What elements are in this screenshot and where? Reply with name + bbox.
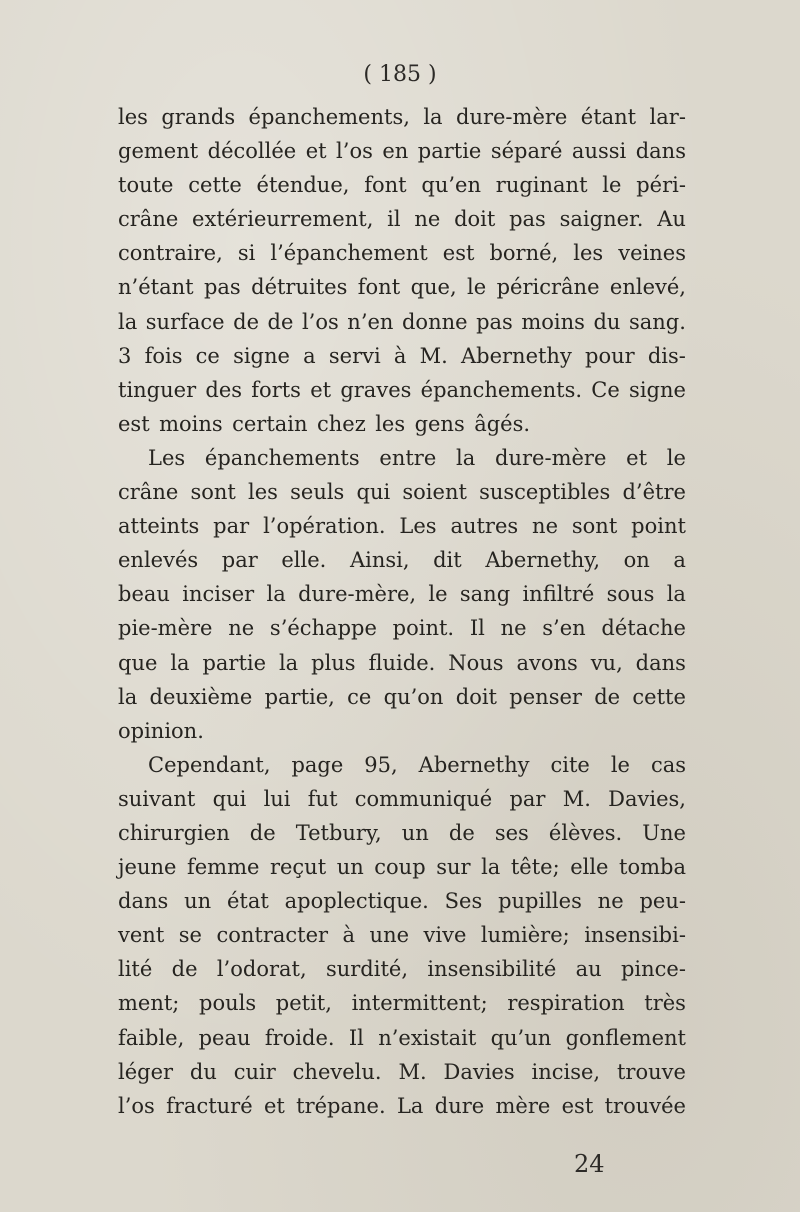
word: Tetbury, <box>295 820 382 845</box>
word: insensibi- <box>584 923 686 948</box>
text-line <box>118 1055 686 1089</box>
word: étant <box>580 105 637 129</box>
word: ne <box>414 207 441 232</box>
word: pas <box>476 309 513 334</box>
word: servi <box>328 343 381 368</box>
word: sont <box>190 480 236 505</box>
word: Abernethy, <box>485 548 601 573</box>
word: de <box>249 820 276 845</box>
word: du <box>189 1059 217 1084</box>
word: épanchements. <box>420 377 583 402</box>
word: qu’un <box>490 1025 552 1050</box>
word: que, <box>410 275 457 300</box>
word: de <box>267 309 294 334</box>
text-line <box>118 441 686 475</box>
text-line <box>118 543 686 577</box>
word: apoplectique. <box>284 889 429 914</box>
word: atteints <box>118 514 200 539</box>
word: ce <box>195 343 220 368</box>
word: qu’on <box>383 684 444 709</box>
word: incise, <box>531 1059 601 1084</box>
word: ne <box>500 616 527 641</box>
word: un <box>336 855 364 880</box>
word: n’étant <box>118 275 194 300</box>
word: séparé <box>490 139 563 164</box>
word: étendue, <box>256 173 350 198</box>
word: suivant <box>118 786 196 811</box>
word: et <box>305 139 327 164</box>
word: forts <box>251 377 301 402</box>
text-line <box>118 270 686 304</box>
word: point <box>631 514 686 539</box>
word: froide. <box>264 1025 335 1050</box>
word: Cependant, <box>148 752 271 777</box>
word: Abernethy <box>418 752 530 777</box>
word: lui <box>263 786 291 811</box>
word: au <box>575 957 602 982</box>
word: épanchements, <box>248 105 410 129</box>
word: pince- <box>620 957 686 982</box>
word: fluide. <box>368 650 436 675</box>
word: Les <box>148 445 186 470</box>
word: beau <box>118 582 170 607</box>
word: se <box>178 923 202 948</box>
word: cette <box>188 173 242 198</box>
word: la <box>456 445 476 470</box>
word: une <box>369 923 410 948</box>
word: des <box>205 377 243 402</box>
word: dans <box>635 650 686 675</box>
word: état <box>226 889 269 914</box>
word: il <box>387 207 401 232</box>
word: point. <box>392 616 455 641</box>
word: l’os <box>336 139 373 164</box>
text-line <box>118 646 686 680</box>
text-line <box>118 952 686 986</box>
word: qu’en <box>421 173 481 198</box>
word: par <box>509 786 546 811</box>
word: extérieurrement, <box>192 207 374 232</box>
word: n’en <box>347 309 394 334</box>
word: s’échappe <box>269 616 377 641</box>
text-line <box>118 407 686 441</box>
word: femme <box>186 855 260 880</box>
word: enlevé, <box>609 275 686 300</box>
word: l’épanchement <box>270 241 428 266</box>
word: à <box>342 923 356 948</box>
word: tinguer <box>118 377 197 402</box>
word: dure-mère, <box>298 582 417 607</box>
word: grands <box>161 105 236 129</box>
word: peu- <box>639 889 686 914</box>
word: vent <box>118 923 165 948</box>
word: veines <box>618 241 686 266</box>
word: susceptibles <box>479 480 611 505</box>
word: chevelu. <box>292 1059 382 1084</box>
word: les <box>118 105 148 129</box>
word: 3 <box>118 343 132 368</box>
word: saigner. <box>559 207 644 232</box>
text-line <box>118 509 686 543</box>
word: sang. <box>628 309 686 334</box>
word: lar- <box>649 105 686 129</box>
word: très <box>644 991 686 1016</box>
word: le <box>602 173 622 198</box>
word: peau <box>198 1025 251 1050</box>
text-line <box>118 475 686 509</box>
text-line <box>118 236 686 270</box>
body-text <box>118 100 686 1123</box>
text-line <box>118 134 686 168</box>
word: épanchements <box>204 445 360 470</box>
word: ruginant <box>495 173 588 198</box>
word: un <box>401 820 429 845</box>
word: du <box>593 309 621 334</box>
word: le <box>666 445 686 470</box>
word: détache <box>601 616 686 641</box>
word: est <box>442 241 475 266</box>
word: trouve <box>616 1059 686 1084</box>
word: borné, <box>489 241 559 266</box>
word: font <box>364 173 407 198</box>
word: Au <box>657 207 686 232</box>
word: enlevés <box>118 548 199 573</box>
word: moins <box>521 309 585 334</box>
word: Abernethy <box>460 343 572 368</box>
word: fois <box>144 343 183 368</box>
text-line <box>118 168 686 202</box>
word: trépane. <box>296 1093 386 1118</box>
word: inciser <box>182 582 255 607</box>
text-line <box>118 986 686 1020</box>
word: infiltré <box>522 582 595 607</box>
word: opinion. <box>118 718 204 743</box>
word: pas <box>203 275 241 300</box>
word: l’odorat, <box>216 957 307 982</box>
word: plus <box>311 650 356 675</box>
word: les <box>375 411 406 436</box>
text-line <box>118 714 686 748</box>
word: partie <box>417 139 482 164</box>
word: dure <box>434 1093 485 1118</box>
word: Une <box>642 820 686 845</box>
word: contracter <box>216 923 329 948</box>
word: en <box>382 139 409 164</box>
word: doit <box>454 207 496 232</box>
text-line <box>118 305 686 339</box>
word: dis- <box>647 343 686 368</box>
word: Davies <box>443 1059 515 1084</box>
word: léger <box>118 1059 174 1084</box>
word: M. <box>398 1059 427 1084</box>
word: dans <box>635 139 686 164</box>
word: aussi <box>571 139 627 164</box>
word: la <box>266 582 286 607</box>
word: sous <box>606 582 655 607</box>
word: dure-mère <box>456 105 568 129</box>
word: Les <box>399 514 437 539</box>
word: mère <box>495 1093 551 1118</box>
word: graves <box>340 377 412 402</box>
word: cuir <box>233 1059 276 1084</box>
word: autres <box>450 514 519 539</box>
signature-mark: 24 <box>574 1150 605 1178</box>
word: Ce <box>591 377 620 402</box>
word: l’os <box>301 309 339 334</box>
word: sur <box>436 855 471 880</box>
word: doit <box>455 684 497 709</box>
word: péricrâne <box>496 275 600 300</box>
word: tomba <box>619 855 686 880</box>
word: Il <box>348 1025 364 1050</box>
word: trouvée <box>604 1093 686 1118</box>
word: lumière; <box>480 923 570 948</box>
word: de <box>233 309 260 334</box>
word: est <box>561 1093 594 1118</box>
word: elle. <box>281 548 327 573</box>
text-line <box>118 373 686 407</box>
text-line <box>118 850 686 884</box>
word: surface <box>145 309 225 334</box>
word: par <box>221 548 258 573</box>
word: pouls <box>199 991 257 1016</box>
word: pour <box>585 343 635 368</box>
word: M. <box>419 343 448 368</box>
word: a <box>303 343 316 368</box>
word: l’opération. <box>263 514 386 539</box>
word: sang <box>459 582 511 607</box>
word: la <box>118 684 138 709</box>
word: et <box>626 445 648 470</box>
word: signe <box>629 377 686 402</box>
word: les <box>573 241 604 266</box>
word: cas <box>650 752 686 777</box>
word: Nous <box>448 650 504 675</box>
word: insensibilité <box>427 957 557 982</box>
word: dans <box>118 889 169 914</box>
word: dure-mère <box>495 445 607 470</box>
word: entre <box>379 445 437 470</box>
word: chirurgien <box>118 820 230 845</box>
word: la <box>481 855 501 880</box>
word: crâne <box>118 207 179 232</box>
word: que <box>118 650 158 675</box>
word: coup <box>374 855 426 880</box>
word: Ses <box>444 889 483 914</box>
word: page <box>291 752 344 777</box>
word: de <box>594 684 621 709</box>
text-line <box>118 918 686 952</box>
word: donne <box>401 309 468 334</box>
word: surdité, <box>325 957 409 982</box>
word: pie-mère <box>118 616 213 641</box>
word: partie, <box>264 684 335 709</box>
word: respiration <box>507 991 625 1016</box>
word: de <box>171 957 198 982</box>
word: deuxième <box>149 684 253 709</box>
word: par <box>213 514 250 539</box>
word: qui <box>212 786 247 811</box>
word: a <box>673 548 686 573</box>
word: la <box>170 650 190 675</box>
word: cite <box>550 752 590 777</box>
word: est <box>118 411 150 436</box>
word: communiqué <box>354 786 493 811</box>
text-line <box>118 680 686 714</box>
word: gonflement <box>565 1025 686 1050</box>
word: fut <box>307 786 338 811</box>
word: elle <box>570 855 609 880</box>
word: reçut <box>269 855 327 880</box>
text-line <box>118 1021 686 1055</box>
text-line <box>118 748 686 782</box>
word: décollée <box>207 139 297 164</box>
word: certain <box>232 411 308 436</box>
word: l’os <box>118 1093 155 1118</box>
word: si <box>237 241 256 266</box>
word: cette <box>632 684 686 709</box>
word: Ainsi, <box>349 548 410 573</box>
word: le <box>467 275 487 300</box>
word: intermittent; <box>351 991 488 1016</box>
word: vive <box>423 923 467 948</box>
word: péri- <box>636 173 686 198</box>
word: pupilles <box>498 889 582 914</box>
word: et <box>310 377 332 402</box>
text-line <box>118 816 686 850</box>
word: sont <box>571 514 618 539</box>
word: le <box>428 582 448 607</box>
word: tête; <box>510 855 560 880</box>
word: Davies, <box>608 786 686 811</box>
word: 95, <box>364 752 398 777</box>
text-line <box>118 884 686 918</box>
word: ce <box>347 684 372 709</box>
word: la <box>278 650 299 675</box>
word: jeune <box>118 855 177 880</box>
word: les <box>248 480 278 505</box>
word: fracturé <box>166 1093 253 1118</box>
word: faible, <box>118 1025 185 1050</box>
word: petit, <box>275 991 332 1016</box>
word: chez <box>316 411 366 436</box>
word: âgés. <box>474 411 531 436</box>
word: s’en <box>542 616 586 641</box>
word: signe <box>233 343 290 368</box>
word: à <box>393 343 407 368</box>
page-number: ( 185 ) <box>363 62 437 87</box>
word: seuls <box>290 480 345 505</box>
text-line <box>118 100 686 134</box>
word: M. <box>562 786 591 811</box>
word: qui <box>356 480 391 505</box>
word: détruites <box>251 275 348 300</box>
word: avons <box>516 650 578 675</box>
word: penser <box>509 684 582 709</box>
word: ses <box>494 820 529 845</box>
text-line <box>118 339 686 373</box>
text-line <box>118 611 686 645</box>
word: ne <box>597 889 624 914</box>
word: gement <box>118 139 199 164</box>
word: gens <box>414 411 465 436</box>
word: partie <box>202 650 267 675</box>
text-line <box>118 1089 686 1123</box>
word: n’existait <box>378 1025 477 1050</box>
word: toute <box>118 173 174 198</box>
text-line <box>118 577 686 611</box>
word: La <box>396 1093 424 1118</box>
text-line <box>118 202 686 236</box>
text-line <box>118 782 686 816</box>
word: font <box>357 275 401 300</box>
word: vu, <box>590 650 623 675</box>
word: ment; <box>118 991 180 1016</box>
word: et <box>263 1093 285 1118</box>
word: lité <box>118 957 153 982</box>
word: le <box>610 752 630 777</box>
word: crâne <box>118 480 179 505</box>
word: un <box>184 889 212 914</box>
word: Il <box>469 616 485 641</box>
word: élèves. <box>548 820 623 845</box>
word: d’être <box>622 480 686 505</box>
word: la <box>423 105 443 129</box>
word: moins <box>159 411 223 436</box>
word: pas <box>509 207 546 232</box>
word: soient <box>402 480 467 505</box>
word: on <box>623 548 650 573</box>
word: dit <box>433 548 462 573</box>
word: ne <box>532 514 558 539</box>
word: de <box>448 820 475 845</box>
word: la <box>666 582 686 607</box>
word: ne <box>228 616 255 641</box>
word: la <box>118 309 138 334</box>
word: contraire, <box>118 241 223 266</box>
